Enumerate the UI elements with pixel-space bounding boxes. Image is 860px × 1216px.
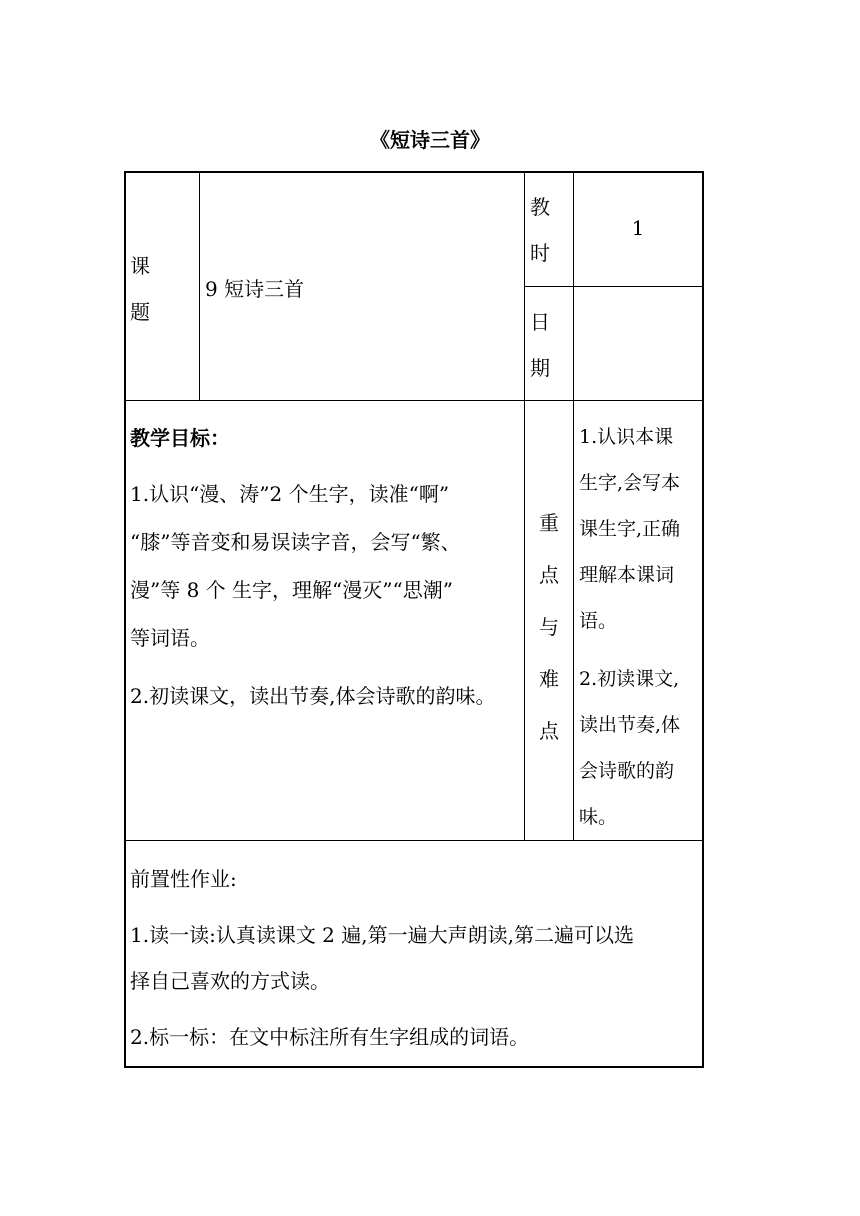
key-points-text [579,414,702,840]
objectives-heading: 教学目标： [130,426,230,450]
objective-1-line-4: 等词语。 [130,626,210,650]
objective-1-line-2: “膝”等音变和易误读字音，会写“繁、 [130,530,461,554]
key-points-line: 读出节奏,体 [579,714,681,736]
hours-label-char-1: 教 [530,195,550,219]
course-value: 9 短诗三首 [205,277,305,301]
key-points-line: 语。 [579,610,618,632]
divider-right [573,171,574,841]
key-points-line: 会诗歌的韵 [579,760,675,782]
divider-hours-date [524,286,704,287]
key-points-line: 生字,会写本 [579,472,681,494]
prework-1-line-2: 择自己喜欢的方式读。 [130,969,330,993]
objective-1-line-3: 漫”等 8 个 生字，理解“漫灭”“思潮” [130,578,453,602]
divider-header-row [124,400,704,401]
hours-label [530,184,550,276]
date-label [530,299,550,391]
objectives [130,414,522,720]
key-points-line: 味。 [579,806,618,828]
date-label-char-2: 期 [530,356,550,380]
table-border-right [702,171,704,1068]
prework-heading: 前置性作业: [130,867,237,891]
course-label-char-1: 课 [130,254,150,278]
objective-1-line-1: 1.认识“漫、涛”2 个生字，读准“啊” [130,482,450,506]
prework-2: 2.标一标：在文中标注所有生字组成的词语。 [130,1025,530,1049]
key-points-line: 理解本课词 [579,564,675,586]
key-points-char-5: 点 [539,719,559,743]
prework-1-line-1: 1.读一读:认真读课文 2 遍,第一遍大声朗读,第二遍可以选 [130,923,634,947]
key-points-line: 2.初读课文, [579,668,680,690]
page-title: 《短诗三首》 [370,128,490,152]
key-points-label [525,497,573,757]
course-label [130,243,150,335]
hours-label-char-2: 时 [530,241,550,265]
date-label-char-1: 日 [530,310,550,334]
key-points-char-1: 重 [539,511,559,535]
divider-prework-row [124,840,704,841]
hours-value: 1 [631,216,645,240]
table-border-bottom [124,1066,704,1068]
key-points-char-2: 点 [539,563,559,587]
prework [130,856,700,1060]
objective-2: 2.初读课文，读出节奏,体会诗歌的韵味。 [130,684,496,708]
key-points-line: 1.认识本课 [579,426,674,448]
divider-course-label [199,171,200,401]
course-label-char-2: 题 [130,300,150,324]
key-points-line: 课生字,正确 [579,518,681,540]
key-points-char-3: 与 [539,615,559,639]
table-border-top [124,171,704,173]
table-border-left [124,171,126,1068]
key-points-char-4: 难 [539,667,559,691]
